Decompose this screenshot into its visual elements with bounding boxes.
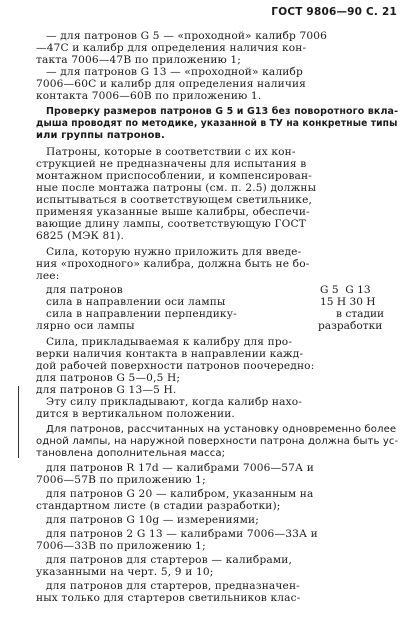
text-line: стандартном листе (в стадии разработки);	[36, 500, 281, 512]
text-line: такта 7006—47В по приложению 1;	[36, 54, 242, 66]
text-line: для патронов R 17d — калибрами 7006—57А и	[46, 462, 314, 474]
text-line: для патронов G 10g — измерениями;	[46, 514, 259, 526]
text-line: —47С и калибр для определения наличия кон-	[36, 42, 307, 54]
bold-paragraph-line: дыша проводят по методике, указанной в ТУ на конкретные типы	[36, 118, 398, 129]
table-label: для патронов	[46, 284, 123, 296]
page-header: ГОСТ 9806—90 С. 21	[271, 6, 397, 18]
text-line: — для патронов G 13 — «проходной» калибр	[46, 66, 303, 78]
text-line: Эту силу прикладывают, когда калибр нахо-	[46, 396, 302, 408]
text-line: 7006—33В по приложению 1;	[36, 540, 206, 552]
text-line: ния «проходного» калибра, должна быть не бо-	[36, 258, 310, 270]
revision-bar	[18, 386, 19, 458]
text-line: Сила, прикладываемая к калибру для про-	[46, 336, 293, 348]
text-line: лее:	[36, 270, 60, 282]
text-line: для патронов для стартеров, предназначен-	[46, 580, 300, 592]
text-line: контакта 7006—60В по приложению 1.	[36, 90, 262, 102]
text-line: ных только для стартеров светильников клас-	[36, 592, 301, 604]
text-line: верки наличия контакта в направлении кажд-	[36, 348, 304, 360]
table-label: сила в направлении оси лампы	[46, 296, 226, 308]
text-line: вающие длину лампы, соответствующую ГОСТ	[36, 218, 306, 230]
text-line: для патронов G 5—0,5 Н;	[36, 372, 181, 384]
table-label: сила в направлении перпендику-	[46, 308, 237, 320]
text-line: применяя указанные выше калибры, обеспечи-	[36, 206, 310, 218]
table-value: G 5 G 13	[320, 284, 371, 296]
text-line: указанными на черт. 5, 9 и 10;	[36, 566, 214, 578]
text-line: — для патронов G 5 — «проходной» калибр 7006	[46, 30, 328, 42]
text-line: 6825 (МЭК 81).	[36, 230, 125, 242]
text-line: дой рабочей поверхности патронов поочередно:	[36, 360, 315, 372]
table-label: лярно оси лампы	[36, 320, 135, 332]
bold-paragraph-line: или группы патронов.	[36, 130, 165, 141]
text-line: Патроны, которые в соответствии с их кон-	[46, 146, 296, 158]
text-line: испытываться в соответствующем светильнике,	[36, 194, 313, 206]
text-line: для патронов 2 G 13 — калибрами 7006—33А и	[46, 528, 318, 540]
text-line: ные после монтажа патроны (см. п. 2.5) должны	[36, 182, 317, 194]
text-line: Сила, которую нужно приложить для введе-	[46, 246, 302, 258]
text-line: для патронов G 13—5 Н.	[36, 384, 177, 396]
table-value: в стадии	[336, 308, 385, 320]
text-line: для патронов для стартеров — калибрами,	[46, 554, 292, 566]
text-line: 7006—60С и калибр для определения наличия	[36, 78, 307, 90]
small-text-line: одной лампы, на наружной поверхности патрона должна быть ус-	[36, 436, 399, 447]
text-line: для патронов G 20 — калибром, указанным на	[46, 488, 314, 500]
small-text-line: тановлена дополнительная масса;	[36, 448, 226, 459]
text-line: 7006—57В по приложению 1;	[36, 474, 206, 486]
table-value: разработки	[318, 320, 383, 332]
table-value: 15 Н 30 Н	[320, 296, 376, 308]
text-line: монтажном приспособлении, и компенсирован-	[36, 170, 312, 182]
text-line: струкцией не предназначены для испытания в	[36, 158, 307, 170]
bold-paragraph-line: Проверку размеров патронов G 5 и G13 без поворотного вкла-	[46, 106, 399, 117]
text-line: дится в вертикальном положении.	[36, 408, 235, 420]
small-text-line: Для патронов, рассчитанных на установку одновременно более	[46, 424, 397, 435]
